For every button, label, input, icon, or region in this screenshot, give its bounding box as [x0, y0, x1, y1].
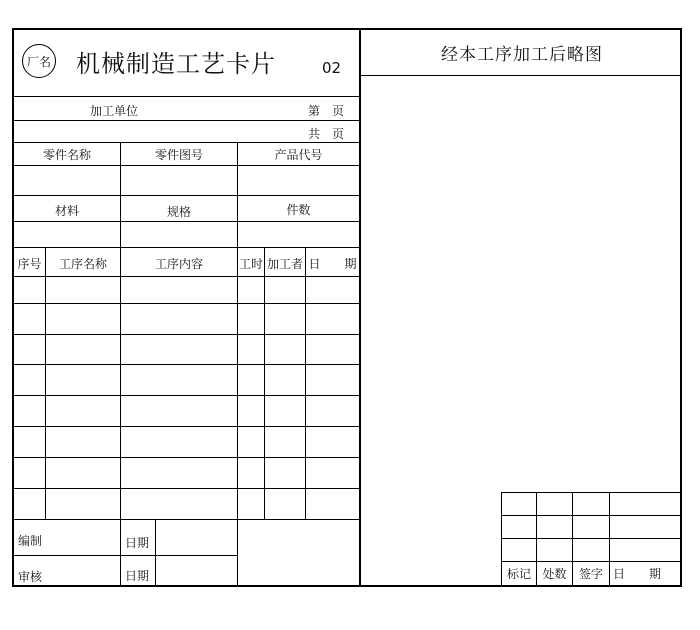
edit-label: 编制	[18, 534, 43, 548]
footer-mid-line	[12, 555, 238, 556]
frame-left	[12, 28, 14, 587]
footer-col-divider	[155, 519, 156, 587]
revision-mark-label: 标记	[506, 567, 531, 581]
part-col-divider-1	[120, 142, 121, 247]
part-drawing-no-header: 零件图号	[154, 148, 203, 162]
spec-label: 规格	[166, 205, 191, 219]
frame-divider	[359, 28, 361, 587]
col-operator-header: 加工者	[266, 257, 303, 271]
sketch-title: 经本工序加工后略图	[441, 45, 603, 65]
quantity-label: 件数	[286, 203, 311, 217]
process-row-line-3	[12, 364, 360, 365]
process-row-line-7	[12, 488, 360, 489]
process-header-line	[12, 276, 360, 277]
part-col-divider-2	[237, 142, 238, 247]
process-row-line-5	[12, 426, 360, 427]
unit-row-line	[12, 120, 360, 121]
col-hours-header: 工时	[238, 257, 263, 271]
page-label: 第 页	[308, 104, 345, 118]
material-label-line	[12, 221, 360, 222]
revision-col-divider-3	[609, 492, 610, 586]
product-code-header: 产品代号	[274, 148, 323, 162]
sketch-title-line	[360, 75, 681, 76]
edit-date-label: 日期	[125, 536, 150, 550]
col-date-header: 日 期	[308, 257, 357, 271]
revision-top-line	[501, 492, 681, 493]
factory-name-logo: 厂名	[22, 44, 56, 78]
process-col-divider-5	[305, 247, 306, 519]
material-label: 材料	[54, 204, 79, 218]
col-seq-header: 序号	[17, 257, 42, 271]
header-bottom-line	[12, 96, 360, 97]
part-header-line	[12, 165, 360, 166]
card-title: 机械制造工艺卡片	[76, 50, 276, 78]
process-bottom-line	[12, 519, 360, 520]
revision-count-label: 处数	[542, 567, 567, 581]
card-code: 02	[322, 59, 342, 77]
process-col-divider-1	[45, 247, 46, 519]
total-row-line	[12, 142, 360, 143]
revision-date-label: 日 期	[613, 567, 662, 581]
process-col-divider-4	[264, 247, 265, 519]
total-pages-label: 共 页	[308, 127, 345, 141]
revision-line-2	[501, 538, 681, 539]
process-col-divider-3	[237, 247, 238, 587]
process-top-line	[12, 247, 360, 248]
frame-top	[12, 28, 682, 30]
review-date-label: 日期	[125, 569, 150, 583]
process-row-line-2	[12, 334, 360, 335]
process-row-line-4	[12, 395, 360, 396]
revision-line-1	[501, 515, 681, 516]
part-name-header: 零件名称	[42, 148, 91, 162]
part-value-line	[12, 195, 360, 196]
process-col-divider-2	[120, 247, 121, 587]
frame-right	[680, 28, 682, 587]
revision-line-3	[501, 561, 681, 562]
review-label: 审核	[18, 570, 43, 584]
col-process-name-header: 工序名称	[58, 257, 107, 271]
process-row-line-1	[12, 303, 360, 304]
process-row-line-6	[12, 457, 360, 458]
revision-signature-label: 签字	[578, 567, 603, 581]
col-process-content-header: 工序内容	[154, 257, 203, 271]
frame-bottom	[12, 585, 682, 587]
unit-label: 加工单位	[90, 104, 139, 118]
